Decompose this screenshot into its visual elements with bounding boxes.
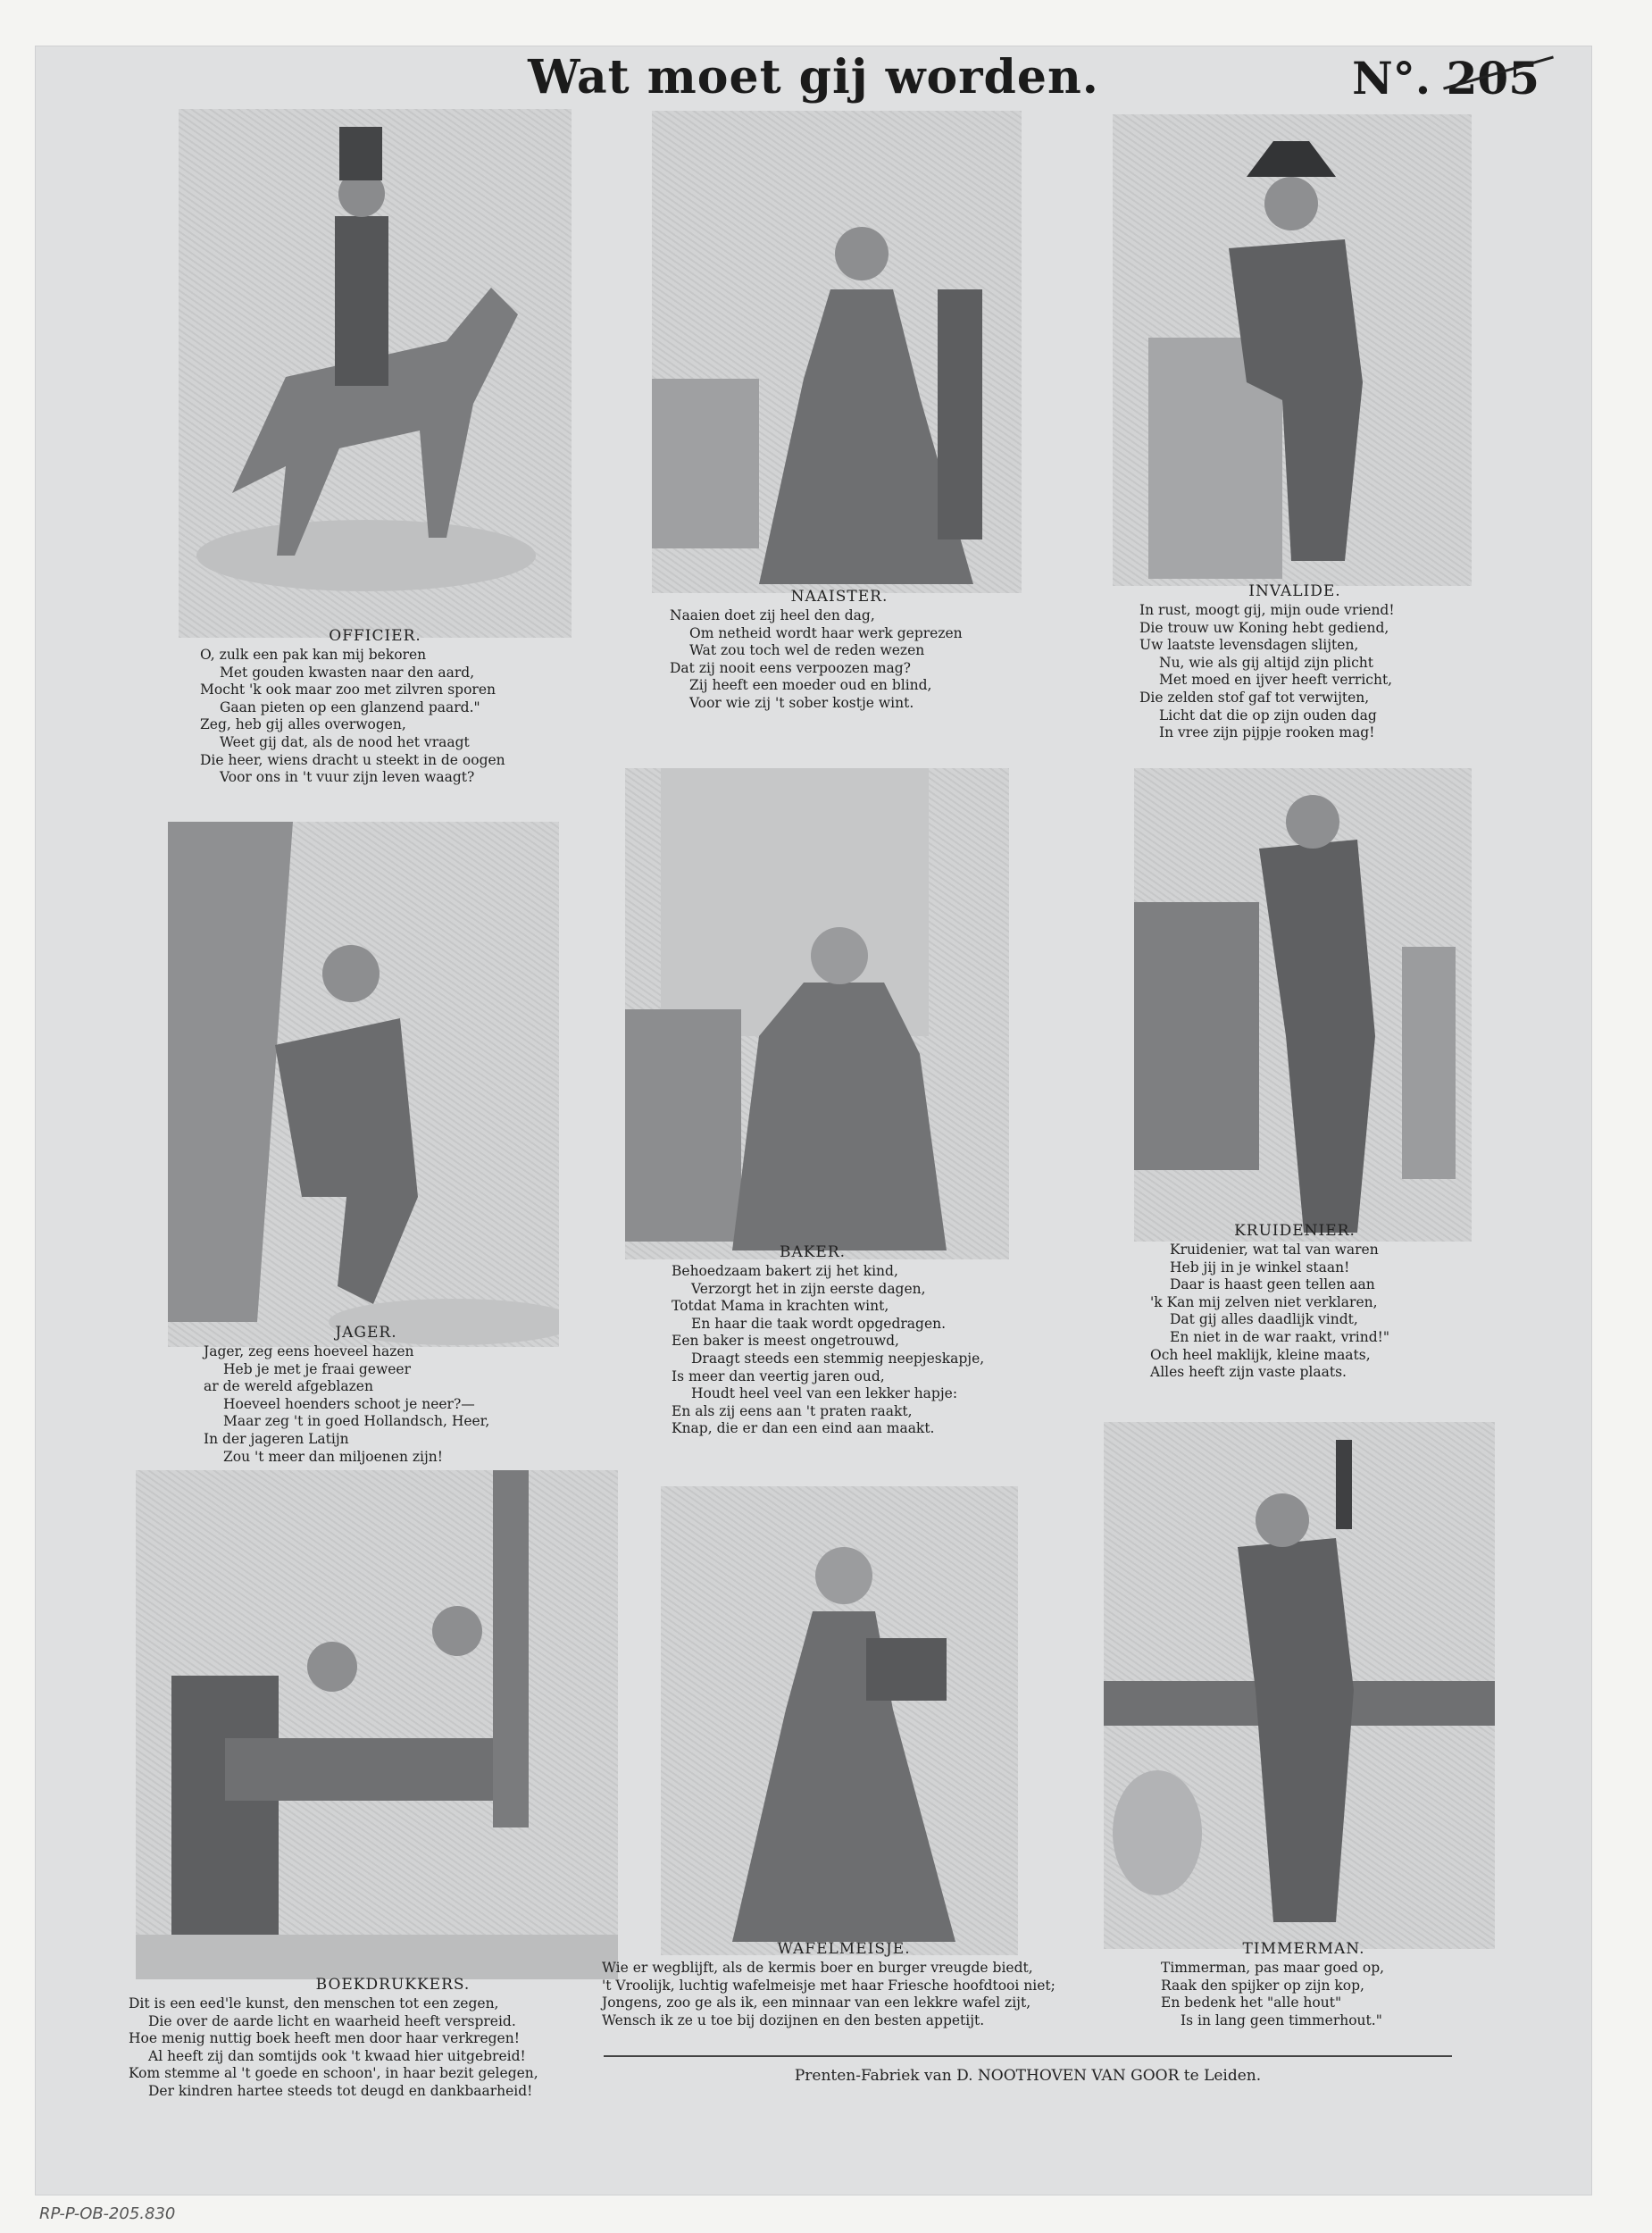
verse-line: Voor wie zij 't sober kostje wint. — [689, 694, 914, 711]
verse-line: Om netheid wordt haar werk geprezen — [689, 624, 963, 641]
verse-line: Behoedzaam bakert zij het kind, — [672, 1263, 898, 1279]
sheet-number-value: 205 — [1446, 52, 1539, 105]
verse-line: Verzorgt het in zijn eerste dagen, — [691, 1280, 926, 1297]
verse-line: Raak den spijker op zijn kop, — [1161, 1977, 1364, 1994]
print-sheet — [36, 46, 1591, 2195]
caption-kruidenier: KRUIDENIER. — [1234, 1222, 1356, 1240]
verse-line: Heb je met je fraai geweer — [223, 1360, 412, 1377]
verse-line: Timmerman, pas maar goed op, — [1161, 1960, 1385, 1976]
grocer-illustration-icon — [1134, 768, 1472, 1242]
nurse-with-baby-illustration-icon — [625, 768, 1009, 1259]
verse-line: En niet in de war raakt, vrind!" — [1170, 1328, 1389, 1345]
verse-line: Weet gij dat, als de nood het vraagt — [220, 733, 470, 750]
seamstress-illustration-icon — [652, 111, 1022, 593]
verse-line: Draagt steeds een stemmig neepjeskapje, — [691, 1350, 985, 1367]
publisher-footer: Prenten-Fabriek van D. NOOTHOVEN VAN GOOR te Leiden. — [794, 2067, 1262, 2085]
caption-officier: OFFICIER. — [329, 627, 421, 645]
sheet-number-prefix: N°. — [1352, 52, 1431, 105]
verse-line: Jongens, zoo ge als ik, een minnaar van een lekkre wafel zijt, — [602, 1995, 1031, 2011]
verse-line: Een baker is meest ongetrouwd, — [672, 1333, 899, 1350]
verse-line: Maar zeg 't in goed Hollandsch, Heer, — [223, 1413, 490, 1430]
verse-line: Hoe menig nuttig boek heeft men door haar verkregen! — [129, 2030, 520, 2047]
verse-line: Naaien doet zij heel den dag, — [670, 607, 875, 623]
verse-line: Wat zou toch wel de reden wezen — [689, 642, 925, 659]
verse-line: En bedenk het "alle hout" — [1161, 1995, 1342, 2011]
invalid-veteran-illustration-icon — [1113, 114, 1472, 586]
verse-line: 'k Kan mij zelven niet verklaren, — [1150, 1293, 1378, 1310]
verse-line: Daar is haast geen tellen aan — [1170, 1276, 1375, 1293]
verse-line: Houdt heel veel van een lekker hapje: — [691, 1385, 958, 1402]
verse-line: Mocht 'k ook maar zoo met zilvren sporen — [200, 682, 496, 698]
verse-line: Met gouden kwasten naar den aard, — [220, 664, 475, 681]
verse-line: ar de wereld afgeblazen — [204, 1378, 373, 1395]
verse-line: O, zulk een pak kan mij bekoren — [200, 647, 427, 663]
waffle-girl-illustration-icon — [661, 1486, 1018, 1955]
caption-naaister: NAAISTER. — [790, 588, 889, 606]
verse-line: Kom stemme al 't goede en schoon', in haar bezit gelegen, — [129, 2065, 538, 2082]
verse-line: Wie er wegblijft, als de kermis boer en burger vreugde biedt, — [602, 1960, 1033, 1976]
verse-line: Och heel maklijk, kleine maats, — [1150, 1346, 1371, 1363]
verse-invalide — [1139, 602, 1395, 742]
verse-line: Voor ons in 't vuur zijn leven waagt? — [220, 769, 475, 786]
verse-line: Hoeveel hoenders schoot je neer?— — [223, 1395, 475, 1412]
verse-line: Alles heeft zijn vaste plaats. — [1150, 1364, 1347, 1381]
hunter-illustration-icon — [168, 822, 559, 1347]
caption-boekdrukkers: BOEKDRUKKERS. — [315, 1976, 471, 1994]
printers-illustration-icon — [136, 1470, 618, 1979]
verse-jager — [204, 1343, 489, 1466]
verse-line: Kruidenier, wat tal van waren — [1170, 1242, 1379, 1258]
caption-timmerman: TIMMERMAN. — [1242, 1940, 1365, 1958]
verse-line: Die trouw uw Koning hebt gediend, — [1139, 619, 1389, 636]
verse-line: Jager, zeg eens hoeveel hazen — [204, 1343, 414, 1359]
verse-line: Zeg, heb gij alles overwogen, — [200, 716, 406, 733]
verse-line: Is in lang geen timmerhout." — [1181, 2011, 1382, 2028]
verse-line: Dat zij nooit eens verpoozen mag? — [670, 659, 911, 676]
verse-officier — [200, 647, 505, 787]
verse-line: Die heer, wiens dracht u steekt in de oogen — [200, 751, 505, 768]
caption-invalide: INVALIDE. — [1248, 582, 1341, 600]
verse-line: In rust, moogt gij, mijn oude vriend! — [1139, 602, 1395, 618]
verse-boekdrukkers — [129, 1995, 538, 2101]
verse-line: In der jageren Latijn — [204, 1430, 349, 1447]
verse-wafelmeisje — [602, 1960, 1055, 2029]
verse-line: Al heeft zij dan somtijds ook 't kwaad hier uitgebreid! — [148, 2047, 526, 2064]
archive-id: RP-P-OB-205.830 — [39, 2204, 176, 2223]
verse-line: Knap, die er dan een eind aan maakt. — [672, 1420, 935, 1437]
verse-kruidenier — [1150, 1242, 1389, 1382]
verse-line: En als zij eens aan 't praten raakt, — [672, 1402, 913, 1419]
verse-line: Wensch ik ze u toe bij dozijnen en den besten appetijt. — [602, 2011, 985, 2028]
verse-line: Dit is een eed'le kunst, den menschen tot een zegen, — [129, 1995, 499, 2011]
verse-line: Der kindren hartee steeds tot deugd en dankbaarheid! — [148, 2082, 533, 2099]
verse-baker — [672, 1263, 984, 1438]
verse-line: Totdat Mama in krachten wint, — [672, 1298, 889, 1315]
verse-line: Die zelden stof gaf tot verwijten, — [1139, 689, 1370, 706]
verse-line: In vree zijn pijpje rooken mag! — [1159, 724, 1375, 741]
verse-line: Licht dat die op zijn ouden dag — [1159, 707, 1377, 723]
mounted-officer-illustration-icon — [179, 109, 572, 638]
verse-line: Heb jij in je winkel staan! — [1170, 1259, 1350, 1275]
verse-naaister — [670, 607, 963, 713]
page-title: Wat moet gij worden. — [528, 50, 1099, 105]
caption-baker: BAKER. — [779, 1243, 847, 1261]
verse-line: Zij heeft een moeder oud en blind, — [689, 677, 932, 694]
carpenter-illustration-icon — [1104, 1422, 1495, 1949]
verse-line: Die over de aarde licht en waarheid heeft verspreid. — [148, 2012, 516, 2029]
verse-line: Is meer dan veertig jaren oud, — [672, 1367, 885, 1384]
verse-line: Zou 't meer dan miljoenen zijn! — [223, 1448, 444, 1465]
verse-line: En haar die taak wordt opgedragen. — [691, 1315, 947, 1332]
footer-rule — [604, 2055, 1452, 2057]
verse-line: Dat gij alles daadlijk vindt, — [1170, 1311, 1358, 1328]
sheet-number — [1352, 52, 1539, 105]
verse-line: Uw laatste levensdagen slijten, — [1139, 637, 1359, 654]
verse-line: 't Vroolijk, luchtig wafelmeisje met haar Friesche hoofdtooi niet; — [602, 1977, 1055, 1994]
caption-jager: JAGER. — [335, 1324, 397, 1342]
verse-timmerman — [1161, 1960, 1384, 2029]
verse-line: Gaan pieten op een glanzend paard." — [220, 698, 480, 715]
caption-wafelmeisje: WAFELMEISJE. — [777, 1940, 911, 1958]
verse-line: Met moed en ijver heeft verricht, — [1159, 672, 1393, 689]
verse-line: Nu, wie als gij altijd zijn plicht — [1159, 654, 1374, 671]
